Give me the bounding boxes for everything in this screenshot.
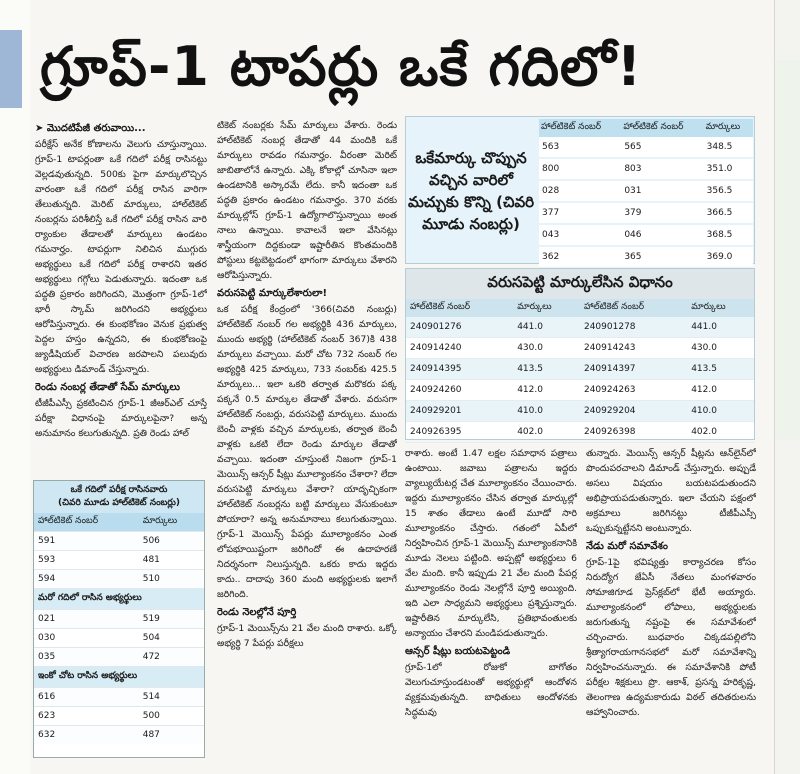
- table-row: [34, 726, 204, 745]
- table-row: [539, 158, 753, 180]
- marks-cell: 430.0: [513, 338, 580, 359]
- same-marks-table: [539, 119, 753, 269]
- ticket-cell: 046: [621, 224, 703, 246]
- marks-cell: 504: [139, 629, 204, 648]
- marks-cell: 348.5: [704, 137, 753, 158]
- same-marks-box-title: ఒకేమార్కు చొప్పున వచ్చిన వారిలో మచ్చుకు కొన్ని (చివరి మూడు నంబర్లు): [407, 149, 535, 233]
- table-row: [34, 610, 204, 629]
- marks-cell: 510: [139, 570, 204, 589]
- sequential-marks-box-title: వరుసపెట్టి మార్కులేసిన విధానం: [406, 269, 754, 299]
- ticket-cell: 240926395: [406, 422, 513, 443]
- col-header-ticket-a: హాల్‌టికెట్ నంబర్: [406, 299, 513, 317]
- table-row: [406, 338, 754, 359]
- marks-cell: 402.0: [513, 422, 580, 443]
- column-4-paragraph-2: గ్రూప్-1పై భవిష్యత్తు కార్యాచరణ కోసం నిరుద్యోగ జేఏసీ నేతలు మంగళవారం సోమాజిగూడ ప్రెస్‌క్లబ్‌లో భేటీ అయ్యారు. మూల్యాంకనంలో లోపాలు, అభ్యర్థులకు జరుగుతున్న నష్టంపై ఈ సమావేశంలో చర్చించారు. బుధవారం చిక్కడపల్లిలోని శ్రీత్యాగరాయగానసభలో మరో సమావేశాన్ని నిర్వహించనున్నారు. ఈ సమావేశానికి పోటీ పరీక్షల శిక్షకులు ప్రొ. ఆకాశ్, ప్రసన్న హరికృష్ణ, తెలంగాణ ఉద్యమకారుడు విఠల్ తదితరులను ఆహ్వానించారు.: [586, 557, 756, 718]
- table-row: [406, 359, 754, 380]
- col-header-ticket-a: హాల్‌టికెట్ నంబర్: [539, 119, 621, 137]
- marks-cell: 412.0: [513, 380, 580, 401]
- ticket-cell: 240926398: [580, 422, 687, 443]
- column-4-subheading: నేడు మరో సమావేశం: [586, 541, 668, 552]
- ticket-cell: 240924263: [580, 380, 687, 401]
- marks-cell: 413.5: [687, 359, 754, 380]
- col-header-ticket-b: హాల్‌టికెట్ నంబర్: [621, 119, 703, 137]
- column-3-paragraph-1: రాశారు. అంటే 1.47 లక్షల సమాధాన పత్రాలు ఉంటాయి. జవాబు పత్రాలను ఇద్దరు వ్యాల్యుయేటర్ల చేత మూల్యాంకనం చేయించారు. ఇద్దరు మూల్యాంకనం చేసిన తర్వాత మార్కుల్లో 15 శాతం తేడాలు ఉంటే మూడో సారి మూల్యాంకనం చేస్తారు. గతంలో ఏపీలో నిర్వహించిన గ్రూప్-1 మెయిన్స్ మూల్యాంకనానికి మూడు నెలలు పట్టింది. అప్పట్లో అభ్యర్థులు 6 వేల మంది. కానీ ఇప్పుడు 21 వేల మంది పేపర్ల మూల్యాంకనం రెండు నెలల్లోనే పూర్తి అయ్యింది. ఇది ఎలా సాధ్యమని అభ్యర్థులు ప్రశ్నిస్తున్నారు. ఇష్టారీతిన మార్కులేసి, ప్రతిభావంతులకు అన్యాయం చేశారని మండిపడుతున్నారు.: [405, 448, 577, 639]
- ticket-cell: 632: [34, 726, 139, 745]
- col-header-marks-a: మార్కులు: [513, 299, 580, 317]
- table-row: [34, 688, 204, 707]
- same-room-table-title: [34, 481, 204, 513]
- ticket-cell: 031: [621, 180, 703, 202]
- marks-cell: 430.0: [687, 338, 754, 359]
- marks-cell: 410.0: [687, 401, 754, 422]
- sequential-marks-box: [405, 268, 755, 440]
- column-3: [405, 446, 577, 768]
- col-header-ticket: హాల్‌టికెట్ నంబర్: [34, 513, 139, 532]
- column-2: [217, 118, 397, 768]
- ticket-cell: 565: [621, 137, 703, 158]
- ticket-cell: 240901276: [406, 317, 513, 338]
- ticket-cell: 240924260: [406, 380, 513, 401]
- ticket-cell: 240929204: [580, 401, 687, 422]
- marks-cell: 506: [139, 532, 204, 551]
- ticket-cell: 240914397: [580, 359, 687, 380]
- headline: గ్రూప్-1 టాపర్లు ఒకే గదిలో!: [40, 35, 643, 98]
- col-header-marks-b: మార్కులు: [687, 299, 754, 317]
- ticket-cell: 240914243: [580, 338, 687, 359]
- ticket-cell: 377: [539, 202, 621, 224]
- table-row: [406, 317, 754, 338]
- table-row: [539, 180, 753, 202]
- table-row: [539, 202, 753, 224]
- group-row: [34, 667, 204, 688]
- left-page-edge: [0, 0, 30, 774]
- marks-cell: 369.0: [704, 246, 753, 268]
- ticket-cell: 240914240: [406, 338, 513, 359]
- marks-cell: 412.0: [687, 380, 754, 401]
- marks-cell: 356.5: [704, 180, 753, 202]
- ticket-cell: 594: [34, 570, 139, 589]
- ticket-cell: 240929201: [406, 401, 513, 422]
- same-marks-box: [405, 116, 755, 264]
- marks-cell: 514: [139, 688, 204, 707]
- sequential-marks-table: [406, 299, 754, 443]
- table-row: [34, 570, 204, 589]
- ticket-cell: 616: [34, 688, 139, 707]
- column-2-paragraph-1: టికెట్ నంబర్లకు సేమ్ మార్కులు వేశారు. రెండు హాల్‌టికెట్ నంబర్ల తేడాతో 44 మందికి ఒకే మార్కులు రావడం గమనార్హం. వీరంతా మెరిట్ జాబితాలోనే ఉన్నారు. ఎక్కి కోకాల్లో చూసినా ఇలా ఉండటానికి అస్కారమే లేదు. కానీ ఇదంతా ఒక పద్ధతి ప్రకారం ఉండటం గమనార్హం. 370 వరకు మార్కుల్లోస్ గ్రూప్-1 ఉద్యోగాలొస్తున్నాయి అంత నాలు ఉన్నాయి. కావాలనే ఇలా వేసినట్లు శాస్త్రీయంగా దిద్దకుండా ఇష్టారీతిన కొంతమందికి పోస్టులు కట్టబెట్టడంలో భాగంగా మార్కులు వేశారని ఆరోపిస్తున్నారు.: [217, 120, 397, 281]
- marks-cell: 366.5: [704, 202, 753, 224]
- ticket-cell: 240901278: [580, 317, 687, 338]
- marks-cell: 481: [139, 551, 204, 570]
- table-row: [34, 532, 204, 551]
- column-2-paragraph-2: ఒక పరీక్ష కేంద్రంలో '366(చివరి నంబర్లు) హాల్‌టికెట్ నంబర్ గల అభ్యర్థికి 436 మార్కులు, ముందు అభ్యర్థి (హాల్‌టికెట్ నంబర్ 367)కి 438 మార్కులు వచ్చాయి. మరో చోట 732 నంబర్ గల అభ్యర్థికి 425 మార్కులు, 733 నంబర్‌కు 425.5 మార్కులు... ఇలా ఒకరి తర్వాత మరొకరు పక్క పక్కనే 0.5 మార్కుల తేడాతో వేశారు. వరుసగా హాల్‌టికెట్ నంబర్లు, వరుసపెట్టి మార్కులు. ముందు బెంచీ వాళ్లకు వచ్చిన మార్కులకు, తర్వాత బెంచీ వాళ్లకు ఒకటి లేదా రెండు మార్కుల తేడాతో వచ్చాయి. ఇదంతా చూస్తుంటే నిజంగా గ్రూప్-1 మెయిన్స్ ఆన్సర్ షీట్లు మూల్యాంకనం చేశారా? లేదా వరుసపెట్టి మార్కులు వేశారా? యాదృచ్ఛికంగా హాల్‌టికెట్ నంబర్లను బట్టి మార్కులు వేసుకుంటూ పోయారా? అన్న అనుమానాలు కలుగుతున్నాయి. గ్రూప్-1 మెయిన్స్ పేపర్లు మూల్యాంకనం ఎంత లోపభూయిష్టంగా జరిగిందో ఈ ఉదాహరణే నిదర్శనంగా నిలుస్తున్నది. ఒకరు కాదు ఇద్దరు కాదు.. దాదాపు 360 మంది అభ్యర్థులకు ఇలాగే జరిగింది.: [217, 304, 397, 600]
- table-row: [34, 551, 204, 570]
- right-page-edge: [774, 0, 800, 774]
- same-room-table: [33, 480, 205, 758]
- ticket-cell: 803: [621, 158, 703, 180]
- ticket-cell: 593: [34, 551, 139, 570]
- table-row: [406, 422, 754, 443]
- ticket-cell: 563: [539, 137, 621, 158]
- column-1: [35, 118, 207, 478]
- table-row: [539, 224, 753, 246]
- column-1-paragraph-1: పరీక్షేస్ అనేక కోణాలను వెలుగు చూస్తున్నాయి. గ్రూప్-1 టాపర్లంతా ఒకే గదిలో పరీక్ష రాసినట్టు వెల్లడవుతున్నది. 500కు పైగా మార్కులొచ్చిన వారంతా ఒకే గదిలో పరీక్ష రాసిన వారిగా తేలుతున్నది. మెరిట్ మార్కులు, హాల్‌టికెట్ నంబర్లను పరిశీలిస్తే ఒకే గదిలో పరీక్ష రాసిన వారి ర్యాంకుల తేడాలతో మార్కులు ఉండటం గమనార్హం. టాపర్లుగా నిలిచిన ముగ్గురు అభ్యర్థులు ఒకే గదిలో పరీక్ష రాశారని ఇతర అభ్యర్థులు గగ్గోలు పెడుతున్నారు. ఇదంతా ఒక పద్ధతి ప్రకారం జరిగిందని, మొత్తంగా గ్రూప్-1లో భారీ స్కామ్ జరిగిందని అభ్యర్థులు ఆరోపిస్తున్నారు. ఈ కుంభకోణం వెనుక ప్రభుత్వ పెద్దల హస్తం ఉన్నదని, ఈ కుంభకోణంపై జ్యుడీషియల్ విచారణ జరపాలని పలువురు అభ్యర్థులు డిమాండ్ చేస్తున్నారు.: [35, 139, 207, 375]
- group-label: మరో గదిలో రాసిన అభ్యర్థులు: [34, 589, 204, 610]
- column-3-paragraph-2: గ్రూప్-1లో రోజుకో బాగోతం వెలుగుచూస్తుండటంతో అభ్యర్థుల్లో ఆందోళన వ్యక్తమవుతున్నది. బాధితులు ఆందోళనకు సిద్ధమవు: [405, 662, 577, 718]
- group-row: [34, 589, 204, 610]
- marks-cell: 500: [139, 707, 204, 726]
- marks-cell: 441.0: [687, 317, 754, 338]
- column-2-paragraph-3: గ్రూప్-1 మెయిన్స్‌ను 21 వేల మంది రాశారు. ఒక్కో అభ్యర్థి 7 పేపర్లు పరీక్షలు: [217, 623, 397, 649]
- marks-cell: 351.0: [704, 158, 753, 180]
- table-title-line-1: ఒకే గదిలో పరీక్ష రాసినవారు: [70, 485, 168, 495]
- ticket-cell: 365: [621, 246, 703, 268]
- marks-cell: 519: [139, 610, 204, 629]
- column-2-subheading-2: రెండు నెలల్లోనే పూర్తి: [217, 607, 297, 618]
- marks-cell: 402.0: [687, 422, 754, 443]
- ticket-cell: 021: [34, 610, 139, 629]
- table-row: [406, 380, 754, 401]
- group-label: ఇంకో చోట రాసిన అభ్యర్థులు: [34, 667, 204, 688]
- column-3-subheading: ఆన్సర్ షీట్లు బయటపెట్టండి: [405, 646, 511, 657]
- column-1-paragraph-2: టీజీపీఎస్సీ ప్రకటించిన గ్రూప్-1 జీఆర్ఎల్ చూస్తే పరీక్షా విధానంపై మార్కులపైనా? అన్న అనుమానం కలుగుతున్నది. ప్రతి రెండు హాల్: [35, 398, 207, 439]
- ticket-cell: 623: [34, 707, 139, 726]
- table-row: [34, 648, 204, 667]
- column-4-paragraph-1: తున్నారు. మెయిన్స్ ఆన్సర్ షీట్లను ఆన్‌లైన్‌లో పొందుపరచాలని డిమాండ్ చేస్తున్నారు. అప్పుడే అసలు విషయం బయటపడుతుందని అభిప్రాయపడుతున్నారు. ఇలా చేయని పక్షంలో అక్రమాలు జరిగినట్టు టీజీపీఎస్సీ ఒప్పుకున్నట్టేనని అంటున్నారు.: [586, 448, 756, 534]
- table-row: [34, 629, 204, 648]
- right-edge-panel: [775, 60, 800, 440]
- continuation-label: ➤ మొదటిపేజీ తరువాయి...: [35, 123, 146, 134]
- ticket-cell: 030: [34, 629, 139, 648]
- marks-cell: 410.0: [513, 401, 580, 422]
- column-1-subheading: రెండు నంబర్ల తేడాతో సేమ్ మార్కులు: [35, 382, 180, 393]
- ticket-cell: 035: [34, 648, 139, 667]
- ticket-cell: 240914395: [406, 359, 513, 380]
- col-header-ticket-b: హాల్‌టికెట్ నంబర్: [580, 299, 687, 317]
- left-edge-photo: [0, 30, 22, 108]
- marks-cell: 368.5: [704, 224, 753, 246]
- marks-cell: 487: [139, 726, 204, 745]
- col-header-marks: మార్కులు: [704, 119, 753, 137]
- ticket-cell: 800: [539, 158, 621, 180]
- col-header-marks: మార్కులు: [139, 513, 204, 532]
- table-row: [539, 246, 753, 268]
- ticket-cell: 043: [539, 224, 621, 246]
- ticket-cell: 362: [539, 246, 621, 268]
- ticket-cell: 379: [621, 202, 703, 224]
- table-row: [34, 707, 204, 726]
- marks-cell: 472: [139, 648, 204, 667]
- table-row: [406, 401, 754, 422]
- column-4: [586, 446, 756, 768]
- column-2-subheading-1: వరుసపెట్టి మార్కులేశారులా!: [217, 288, 328, 299]
- marks-cell: 441.0: [513, 317, 580, 338]
- table-row: [539, 137, 753, 158]
- ticket-cell: 591: [34, 532, 139, 551]
- table-title-line-2: (చివరి మూడు హాల్‌టికెట్ నంబర్లు): [58, 498, 180, 508]
- ticket-cell: 028: [539, 180, 621, 202]
- marks-cell: 413.5: [513, 359, 580, 380]
